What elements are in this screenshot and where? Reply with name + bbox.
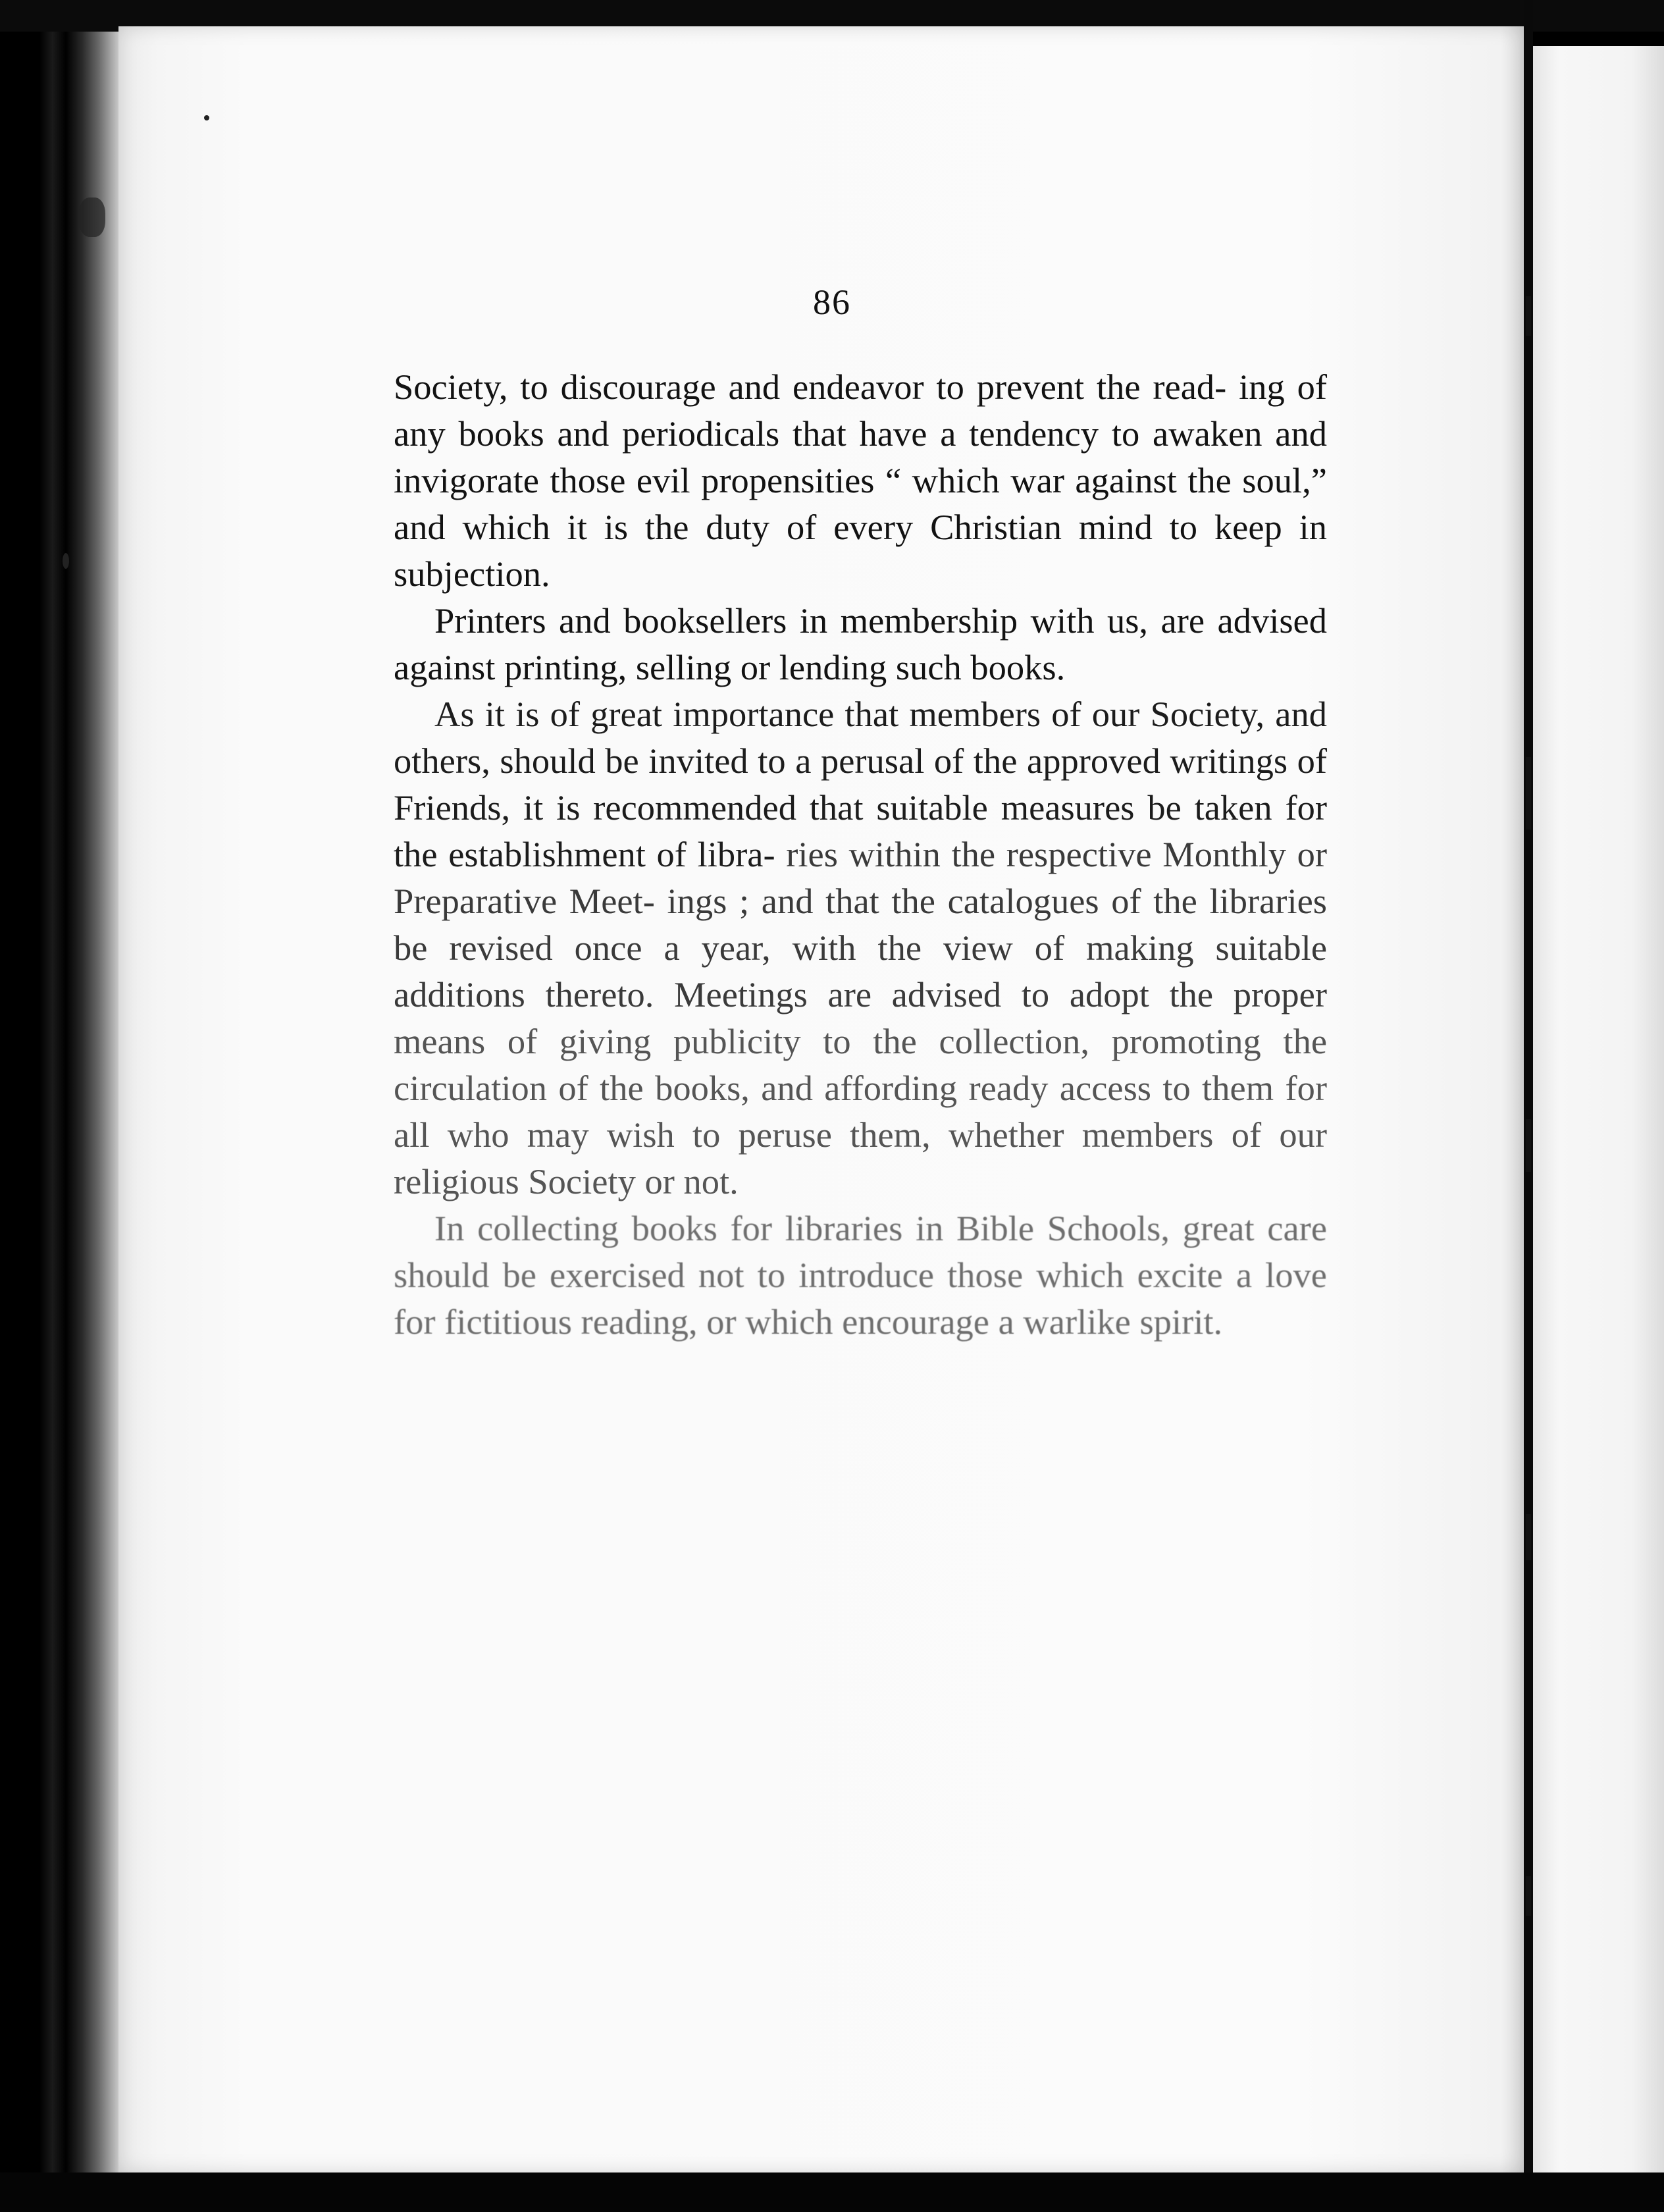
text-line: Christian mind to keep in subjection. (394, 507, 1327, 594)
dust-speck (204, 115, 209, 120)
page-number: 86 (813, 282, 851, 322)
text-line: thereto. Meetings are advised to adopt the proper (545, 974, 1327, 1014)
text-line: ings ; and that the catalogues of the libraries be revised (394, 881, 1328, 968)
text-line: means of giving publicity to the collection, promoting (394, 1021, 1261, 1061)
text-line: suitable measures be taken for the establishment of libra- (394, 787, 1327, 874)
text-line: war against the soul,” and which it is the duty of every (394, 460, 1327, 547)
paragraph-4 (394, 1205, 1327, 1345)
text-line: advised against printing, selling or lending such books. (394, 600, 1327, 687)
page-body (394, 363, 1327, 1345)
text-line: once a year, with the view of making suitable additions (394, 928, 1328, 1014)
spine-smudge (79, 198, 105, 237)
text-line: In collecting books for libraries in Bible Schools, great (434, 1208, 1255, 1248)
text-line: excite a love for fictitious reading, or which encourage a (394, 1255, 1327, 1342)
scan-border-bottom (0, 2172, 1664, 2212)
text-line: to awaken and invigorate those evil propensities “ which (394, 413, 1327, 500)
text-line: care should be exercised not to introduce those which (394, 1208, 1328, 1295)
dust-speck (63, 553, 69, 569)
paragraph-2 (394, 597, 1327, 691)
text-line: to them for all who may wish to peruse them, whether (394, 1068, 1327, 1155)
text-line: ries within the respective Monthly or Preparative Meet- (394, 834, 1328, 921)
book-spine-edge (0, 0, 125, 2212)
text-line: ing of any books and periodicals that have a tendency (394, 367, 1328, 454)
paragraph-3 (394, 691, 1327, 1205)
text-line: Printers and booksellers in membership with us, are (434, 600, 1205, 641)
facing-page-edge (1533, 46, 1664, 2172)
paragraph-1 (394, 363, 1327, 597)
text-line: approved writings of Friends, it is recommended that (394, 741, 1328, 828)
facing-page-marks (1526, 296, 1534, 2008)
text-line: the circulation of the books, and affording ready access (394, 1021, 1328, 1108)
text-line: members of our religious Society or not. (394, 1115, 1327, 1201)
text-line: Society, to discourage and endeavor to prevent the read- (394, 367, 1227, 407)
text-line: warlike spirit. (1023, 1302, 1223, 1342)
text-line: Society, and others, should be invited to a perusal of the (394, 694, 1327, 781)
text-line: As it is of great importance that members of our (434, 694, 1140, 734)
